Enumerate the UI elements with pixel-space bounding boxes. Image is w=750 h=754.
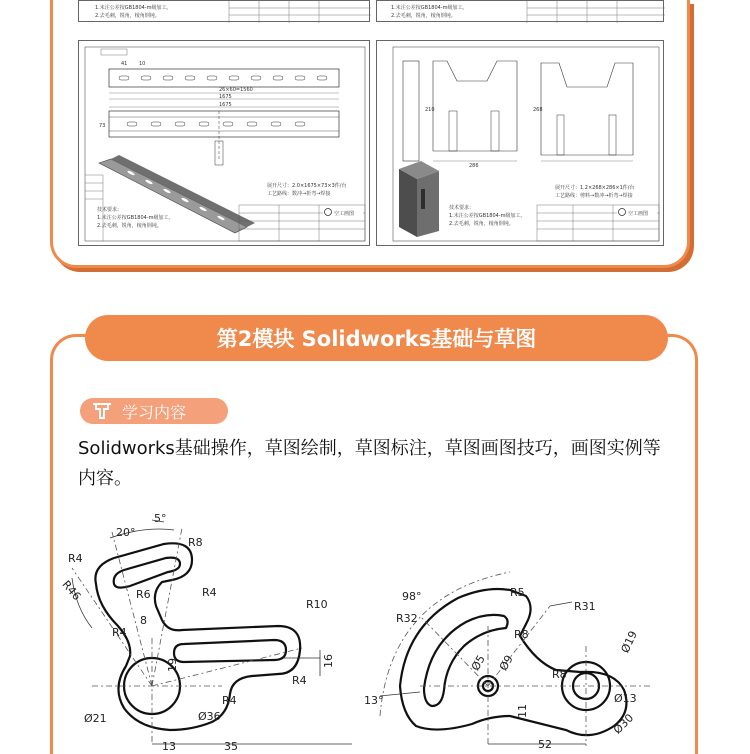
dim-label: 20° (116, 526, 136, 539)
rail-drawing (79, 41, 371, 247)
dim-label: 1675 (219, 94, 232, 100)
dim-label: 268 (533, 107, 543, 113)
dim-label: 1675 (219, 102, 232, 108)
dim-label: Ø5 (468, 652, 488, 673)
dim-label: 13° (364, 694, 384, 707)
drawing-sheet-top-right (376, 0, 664, 22)
dim-label: 286 (469, 163, 479, 169)
dim-label: 5° (154, 512, 167, 525)
dim-label: 41 (121, 61, 128, 67)
tech-note: 2.去毛刺，锐角，棱角倒钝。 (97, 223, 162, 229)
info-line: 工艺路线：剪料→数冲→折弯→焊接 (555, 193, 633, 199)
tech-title: 技术要求： (97, 207, 123, 213)
dim-label: Ø21 (84, 712, 107, 725)
note-line-2: 2.去毛刺，锐角，棱角倒钝。 (95, 13, 160, 19)
dim-label: R6 (136, 588, 151, 601)
dim-label: R4 (222, 694, 237, 707)
right-sketch-drawing (360, 566, 660, 750)
bracket-drawing (377, 41, 665, 247)
dim-label: R4 (68, 552, 83, 565)
dim-label: Ø19 (618, 628, 640, 655)
module-description: Solidworks基础操作，草图绘制，草图标注，草图画图技巧，画图实例等内容。 (78, 438, 661, 489)
brand-logo: 空工画图 (334, 211, 355, 217)
info-line: 展开尺寸：1.2×268×286×1件/台 (555, 185, 635, 191)
drawing-sheet-left (78, 40, 370, 246)
module-title: 第2模块 Solidworks基础与草图 (85, 315, 668, 361)
note-line-1: 1.未注公差按GB1804-m级加工。 (95, 5, 172, 11)
note-line-1: 1.未注公差按GB1804-m级加工。 (391, 5, 468, 11)
dim-label: R32 (396, 612, 418, 625)
caliper-icon (90, 400, 114, 422)
dim-label: 19 (166, 658, 179, 672)
dim-label: 8 (140, 614, 147, 627)
dim-label: 13 (162, 740, 176, 750)
dim-label: R8 (552, 668, 567, 681)
dim-label: 98° (402, 590, 422, 603)
learning-content-tag (80, 398, 228, 424)
dim-label: 16 (322, 654, 335, 668)
dim-label: 26×60=1560 (219, 87, 253, 93)
dim-label: R8 (188, 536, 203, 549)
tech-note: 2.去毛刺，锐角，棱角倒钝。 (449, 221, 514, 227)
drawing-sheet-top-left (78, 0, 370, 22)
left-sketch-drawing (52, 508, 352, 750)
dim-label: R46 (59, 578, 84, 603)
dim-label: 73 (99, 123, 106, 129)
note-line-2: 2.去毛刺，锐角，棱角倒钝。 (391, 13, 456, 19)
dim-label: R5 (510, 586, 525, 599)
tag-label: 学习内容 (122, 402, 187, 422)
dim-label: 52 (538, 738, 552, 750)
info-line: 工艺路线：数冲→折弯→焊接 (267, 191, 331, 197)
dim-label: R4 (202, 586, 217, 599)
info-line: 展开尺寸：2.0×1675×73×3件/台 (267, 183, 347, 189)
brand-logo: 空工画图 (628, 211, 649, 217)
dim-label: Ø9 (496, 652, 516, 673)
dim-label: R10 (306, 598, 328, 611)
dim-label: R8 (514, 628, 529, 641)
drawing-sheet-right (376, 40, 664, 246)
dim-label: 210 (425, 107, 435, 113)
tech-note: 1.未注公差按GB1804-m级加工。 (97, 215, 174, 221)
dim-label: Ø30 (610, 711, 637, 737)
tech-title: 技术要求： (449, 205, 475, 211)
dim-label: R4 (112, 626, 127, 639)
dim-label: R4 (292, 674, 307, 687)
dim-label: 11 (516, 704, 529, 718)
dim-label: 10 (139, 61, 146, 67)
dim-label: R31 (574, 600, 596, 613)
dim-label: 35 (224, 740, 238, 750)
dim-label: Ø13 (614, 692, 637, 705)
dim-label: Ø36 (198, 710, 221, 723)
tech-note: 1.未注公差按GB1804-m级加工。 (449, 213, 526, 219)
